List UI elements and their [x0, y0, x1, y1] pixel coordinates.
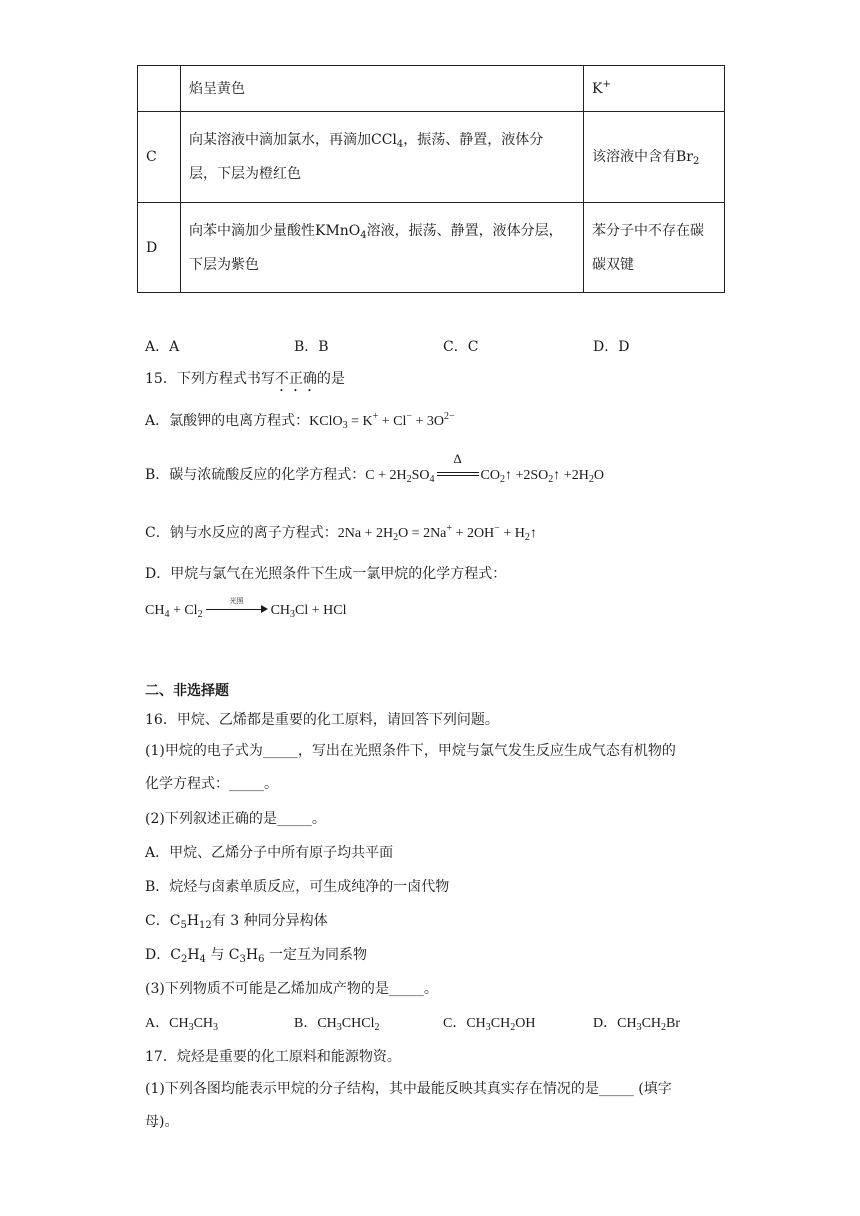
- table-row-label-d: D: [138, 203, 181, 293]
- table-cell-label: [138, 66, 181, 112]
- q16-part2-option-d: D．$C_2H_4$ 与 $C_3H_6$ 一定互为同系物: [145, 947, 367, 965]
- q16-part3: (3)下列物质不可能是乙烯加成产物的是_____。: [145, 981, 438, 997]
- q14-option-a: A．A: [145, 339, 180, 355]
- q15-option-d-equation: $CH_4 + Cl_2$ 光照 $CH_3Cl$ + HCl: [145, 597, 347, 620]
- q16-part1-line1: (1)甲烷的电子式为_____，写出在光照条件下，甲烷与氯气发生反应生成气态有机物的: [145, 743, 676, 759]
- q16-part3-option-b: B．$CH_3CHCl_2$: [294, 1016, 380, 1033]
- table-cell-concl: K+: [584, 66, 725, 112]
- q15-option-d: D．甲烷与氯气在光照条件下生成一氯甲烷的化学方程式：: [145, 566, 507, 582]
- q17-part1-line2: 母)。: [145, 1114, 179, 1130]
- heating-condition: Δ: [437, 465, 479, 481]
- q17-part1-line1: (1)下列各图均能表示甲烷的分子结构，其中最能反映其真实存在情况的是_____ (填字: [145, 1081, 672, 1097]
- section-heading: 二、非选择题: [145, 683, 229, 699]
- table-cell-desc: 向某溶液中滴加氯水，再滴加CCl$_4$，振荡、静置，液体分 层，下层为橙红色: [181, 112, 584, 203]
- q15-option-a: A．氯酸钾的电离方程式：KClO$_3$ = $K^+ + Cl^- + 3O^{2-}$: [145, 411, 455, 431]
- q16-part2-option-b: B．烷烃与卤素单质反应，可生成纯净的一卤代物: [145, 879, 450, 895]
- q16-part2-option-c: C．$C_5H_{12}$有 3 种同分异构体: [145, 913, 328, 931]
- q16-stem: 16．甲烷、乙烯都是重要的化工原料，请回答下列问题。: [145, 712, 499, 728]
- q14-option-c: C．C: [443, 339, 479, 355]
- table-cell-desc: 焰呈黄色: [181, 66, 584, 112]
- q16-part1-line2: 化学方程式：_____。: [145, 776, 278, 792]
- experiment-table: [137, 65, 725, 293]
- q15-option-b: B．碳与浓硫酸反应的化学方程式：$C + 2H_2SO_4$ Δ $CO_2↑$ $+2SO_2↑ +2H_2O$: [145, 451, 604, 485]
- table-cell-concl: 苯分子中不存在碳 碳双键: [584, 203, 725, 293]
- table-cell-desc: 向苯中滴加少量酸性KMnO$_4$溶液，振荡、静置，液体分层， 下层为紫色: [181, 203, 584, 293]
- q14-option-d: D．D: [593, 339, 630, 355]
- q17-stem: 17．烷烃是重要的化工原料和能源物资。: [145, 1049, 401, 1065]
- q16-part2-option-a: A．甲烷、乙烯分子中所有原子均共平面: [145, 845, 394, 861]
- q15-option-c: C．钠与水反应的离子方程式：$2Na + 2H_2O = 2Na^+ + 2OH^-$ + $H_2↑$: [145, 523, 537, 543]
- q16-part3-option-a: A．$CH_3CH_3$: [145, 1016, 219, 1033]
- q16-part3-option-d: D．$CH_3CH_2Br$: [593, 1016, 681, 1033]
- q16-part3-option-c: C．$CH_3CH_2OH$: [443, 1016, 536, 1033]
- q14-option-b: B．B: [294, 339, 329, 355]
- q15-stem: 15．下列方程式书写不正确的是: [145, 371, 345, 387]
- table-row-label-c: C: [138, 112, 181, 203]
- table-cell-concl: 该溶液中含有$Br_2$: [584, 112, 725, 203]
- light-arrow: 光照: [206, 602, 268, 616]
- q16-part2: (2)下列叙述正确的是_____。: [145, 811, 326, 827]
